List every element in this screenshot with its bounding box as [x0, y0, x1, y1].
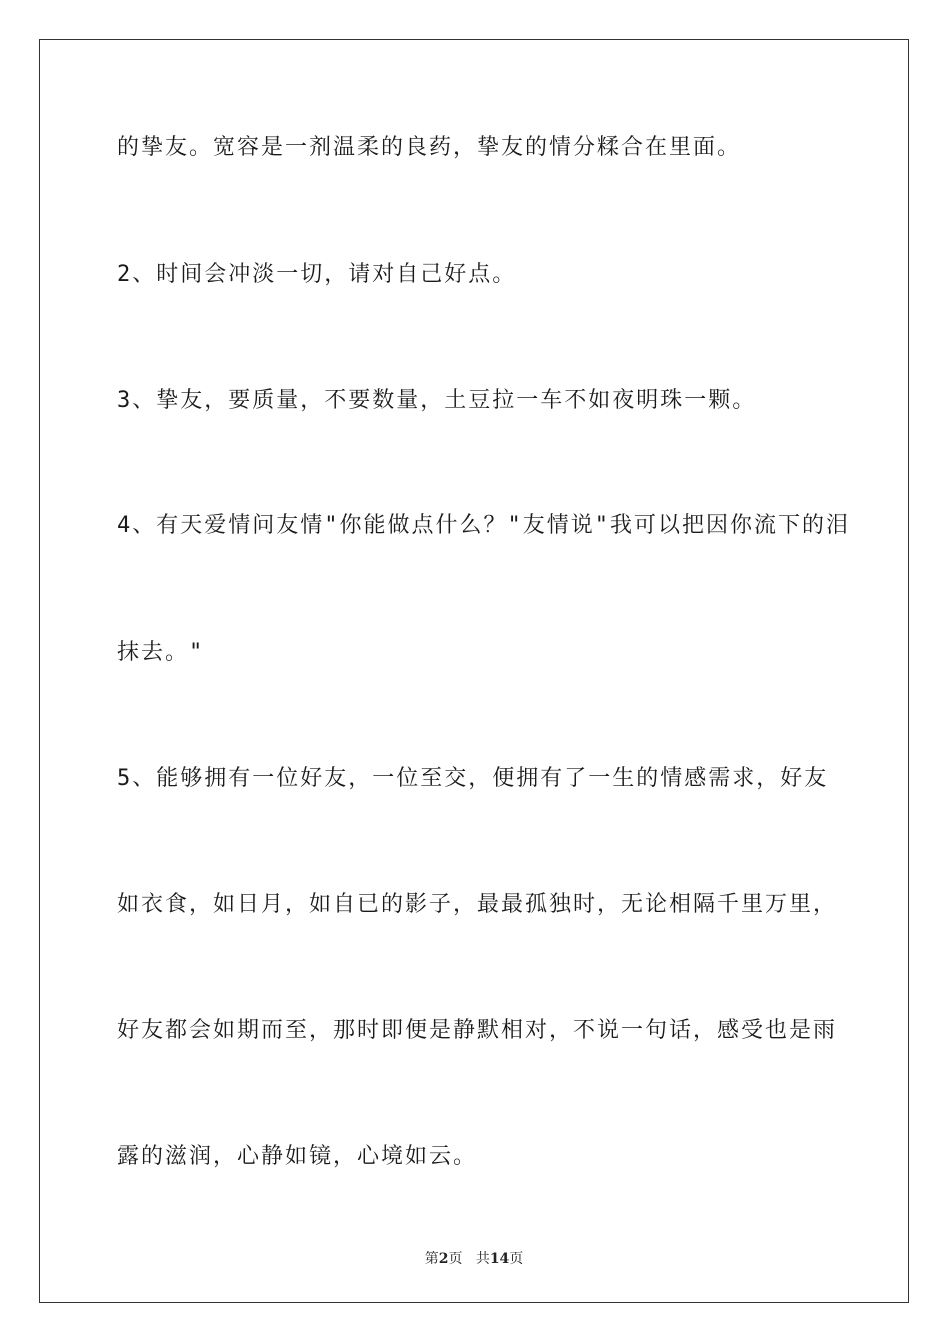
text-line: 如衣食，如日月，如自已的影子，最最孤独时，无论相隔千里万里，	[117, 892, 838, 917]
text-line: 好友都会如期而至，那时即便是静默相对，不说一句话，感受也是雨	[117, 1018, 838, 1043]
footer-page-suffix: 页	[448, 1251, 463, 1267]
footer-prefix: 第	[424, 1251, 439, 1267]
page-footer	[40, 1248, 908, 1268]
text-line: 抹去。"	[117, 640, 205, 665]
footer-total-prefix: 共	[475, 1251, 490, 1267]
text-line: 的挚友。宽容是一剂温柔的良药，挚友的情分糅合在里面。	[117, 135, 742, 160]
text-line: 4、有天爱情问友情"你能做点什么？"友情说"我可以把因你流下的泪	[117, 513, 850, 538]
text-line: 露的滋润，心静如镜，心境如云。	[117, 1144, 478, 1169]
text-line: 3、挚友，要质量，不要数量，土豆拉一车不如夜明珠一颗。	[117, 388, 757, 413]
total-pages-number: 14	[489, 1251, 510, 1267]
current-page-number: 2	[438, 1251, 449, 1267]
footer-total-suffix: 页	[509, 1251, 524, 1267]
text-line: 2、时间会冲淡一切，请对自己好点。	[117, 262, 517, 287]
text-line: 5、能够拥有一位好友，一位至交，便拥有了一生的情感需求，好友	[117, 766, 829, 791]
document-page	[39, 39, 909, 1303]
